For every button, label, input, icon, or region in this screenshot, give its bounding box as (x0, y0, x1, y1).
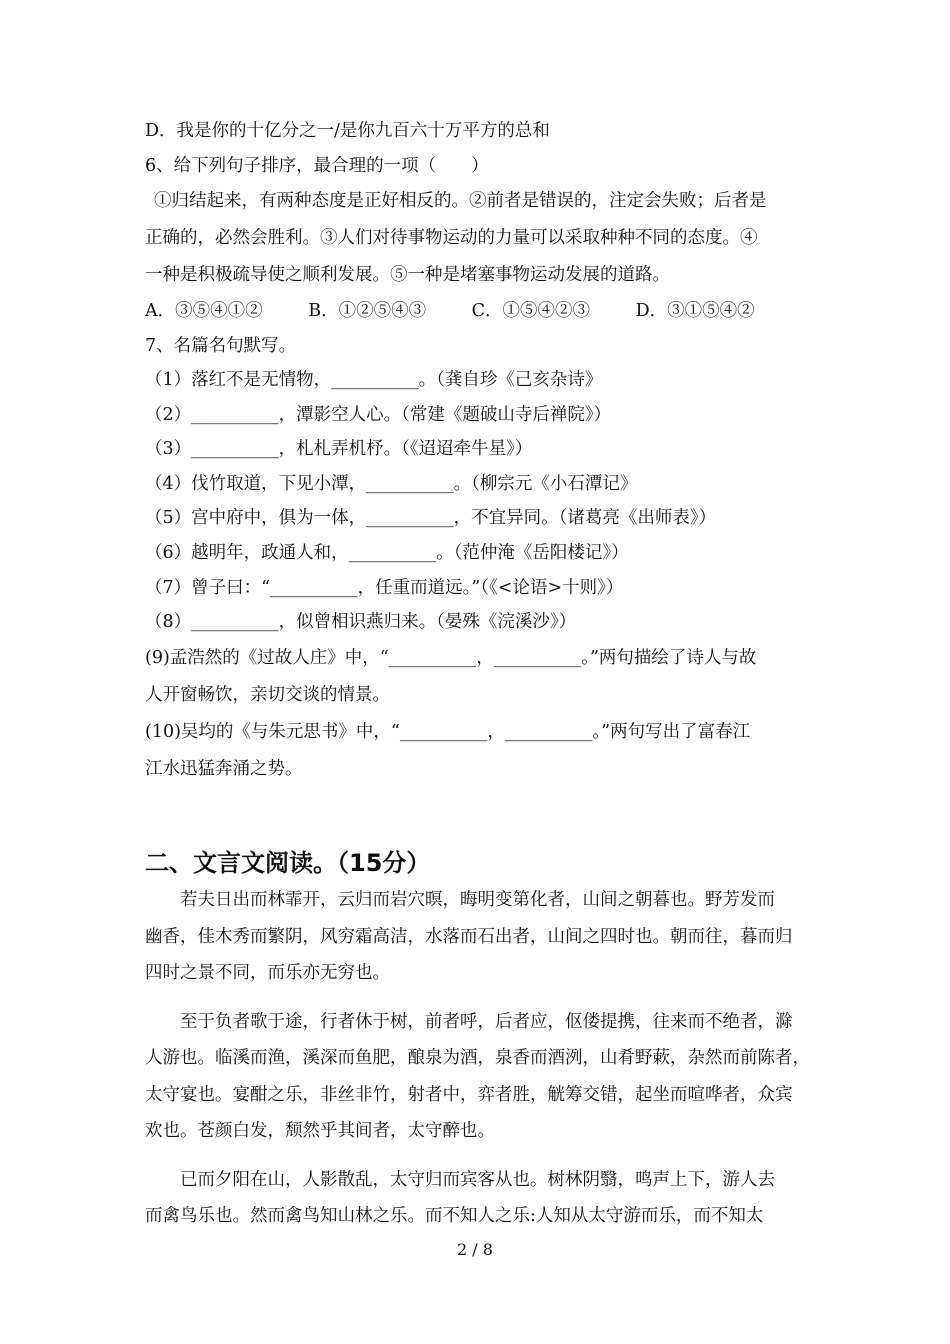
paragraph-line: 而禽鸟乐也。然而禽鸟知山林之乐。而不知人之乐:人知从太守游而乐，而不知太 (145, 1206, 764, 1226)
q6-text-line: 正确的，必然会胜利。③人们对待事物运动的力量可以采取种种不同的态度。④ (145, 228, 758, 248)
q7-items (145, 363, 815, 640)
q7-item-10 (145, 714, 815, 788)
q6-options (145, 294, 815, 329)
q7-item: （2）__________，潭影空人心。（常建《题破山寺后禅院》） (145, 404, 612, 425)
q7-item: （6）越明年，政通人和，__________。（范仲淹《岳阳楼记》） (145, 542, 629, 563)
q7-item-9-line: (9)孟浩然的《过故人庄》中，“__________，__________。”两句描绘了诗人与故 (145, 647, 757, 668)
q7-item-10-line: 江水迅猛奔涌之势。 (145, 758, 303, 779)
q7-item: （5）宫中府中，俱为一体，__________，不宜异同。（诸葛亮《出师表》） (145, 508, 717, 529)
q6-text-line: ①归结起来，有两种态度是正好相反的。②前者是错误的，注定会失败；后者是 (154, 191, 767, 211)
classical-text (145, 882, 815, 1235)
q7-item-9-line: 人开窗畅饮，亲切交谈的情景。 (145, 684, 390, 705)
paragraph-line: 至于负者歌于途，行者休于树，前者呼，后者应，伛偻提携，往来而不绝者，滁 (180, 1011, 793, 1032)
q6-option-d: D．③①⑤④② (635, 301, 755, 321)
q7-item: （1）落红不是无情物，__________。（龚自珍《己亥杂诗》 (145, 370, 603, 390)
q7-item: （7）曾子曰：“__________，任重而道远。”（《<论语>十则》） (145, 577, 624, 598)
q7-stem: 7、名篇名句默写。 (145, 335, 297, 356)
paragraph-line: 四时之景不同，而乐亦无穷也。 (145, 963, 390, 983)
paragraph-line: 太守宴也。宴酣之乐，非丝非竹，射者中，弈者胜，觥筹交错，起坐而喧哗者，众宾 (145, 1084, 793, 1105)
q6-option-c: C．①⑤④②③ (471, 301, 591, 321)
paragraph-line: 欢也。苍颜白发，颓然乎其间者，太守醉也。 (145, 1121, 495, 1141)
q6-text-line: 一种是积极疏导使之顺利发展。⑤一种是堵塞事物运动发展的道路。 (145, 265, 670, 285)
q5-option-d: D．我是你的十亿分之一/是你九百六十万平方的总和 (145, 121, 550, 141)
paragraph-line: 幽香，佳木秀而繁阴，风穷霜高洁，水落而石出者，山间之四时也。朝而往，暮而归 (145, 926, 793, 947)
q6-option-a: A．③⑤④①② (145, 301, 263, 321)
paragraph (145, 1162, 815, 1235)
question-block (145, 114, 815, 788)
paragraph (145, 1004, 815, 1150)
paragraph-line: 若夫日出而林霏开，云归而岩穴暝，晦明变第化者，山间之朝暮也。野芳发而 (180, 890, 775, 910)
q7-item-9 (145, 640, 815, 714)
paragraph-line: 已而夕阳在山，人影散乱，太守归而宾客从也。树林阴翳，鸣声上下，游人去 (180, 1169, 775, 1190)
q7-item: （8）__________，似曾相识燕归来。（晏殊《浣溪沙》） (145, 612, 577, 633)
paragraph-line: 人游也。临溪而渔，溪深而鱼肥，酿泉为酒，泉香而酒洌，山肴野蔌，杂然而前陈者， (145, 1048, 810, 1068)
q6-text (145, 183, 815, 294)
section-title: 二、文言文阅读。（15分） (145, 849, 431, 877)
q6-stem: 6、给下列句子排序，最合理的一项（ ） (145, 155, 489, 176)
page-number: 2 / 8 (457, 1240, 493, 1259)
q7-item: （4）伐竹取道，下见小潭，__________。（柳宗元《小石潭记》 (145, 473, 638, 494)
q7-item-10-line: (10)吴均的《与朱元思书》中，“__________，__________。”两句写出了富春江 (145, 721, 751, 742)
q6-option-b: B．①②⑤④③ (308, 301, 427, 321)
q7-item: （3）__________，札札弄机杼。（《迢迢牵牛星》） (145, 439, 533, 460)
paragraph (145, 882, 815, 992)
